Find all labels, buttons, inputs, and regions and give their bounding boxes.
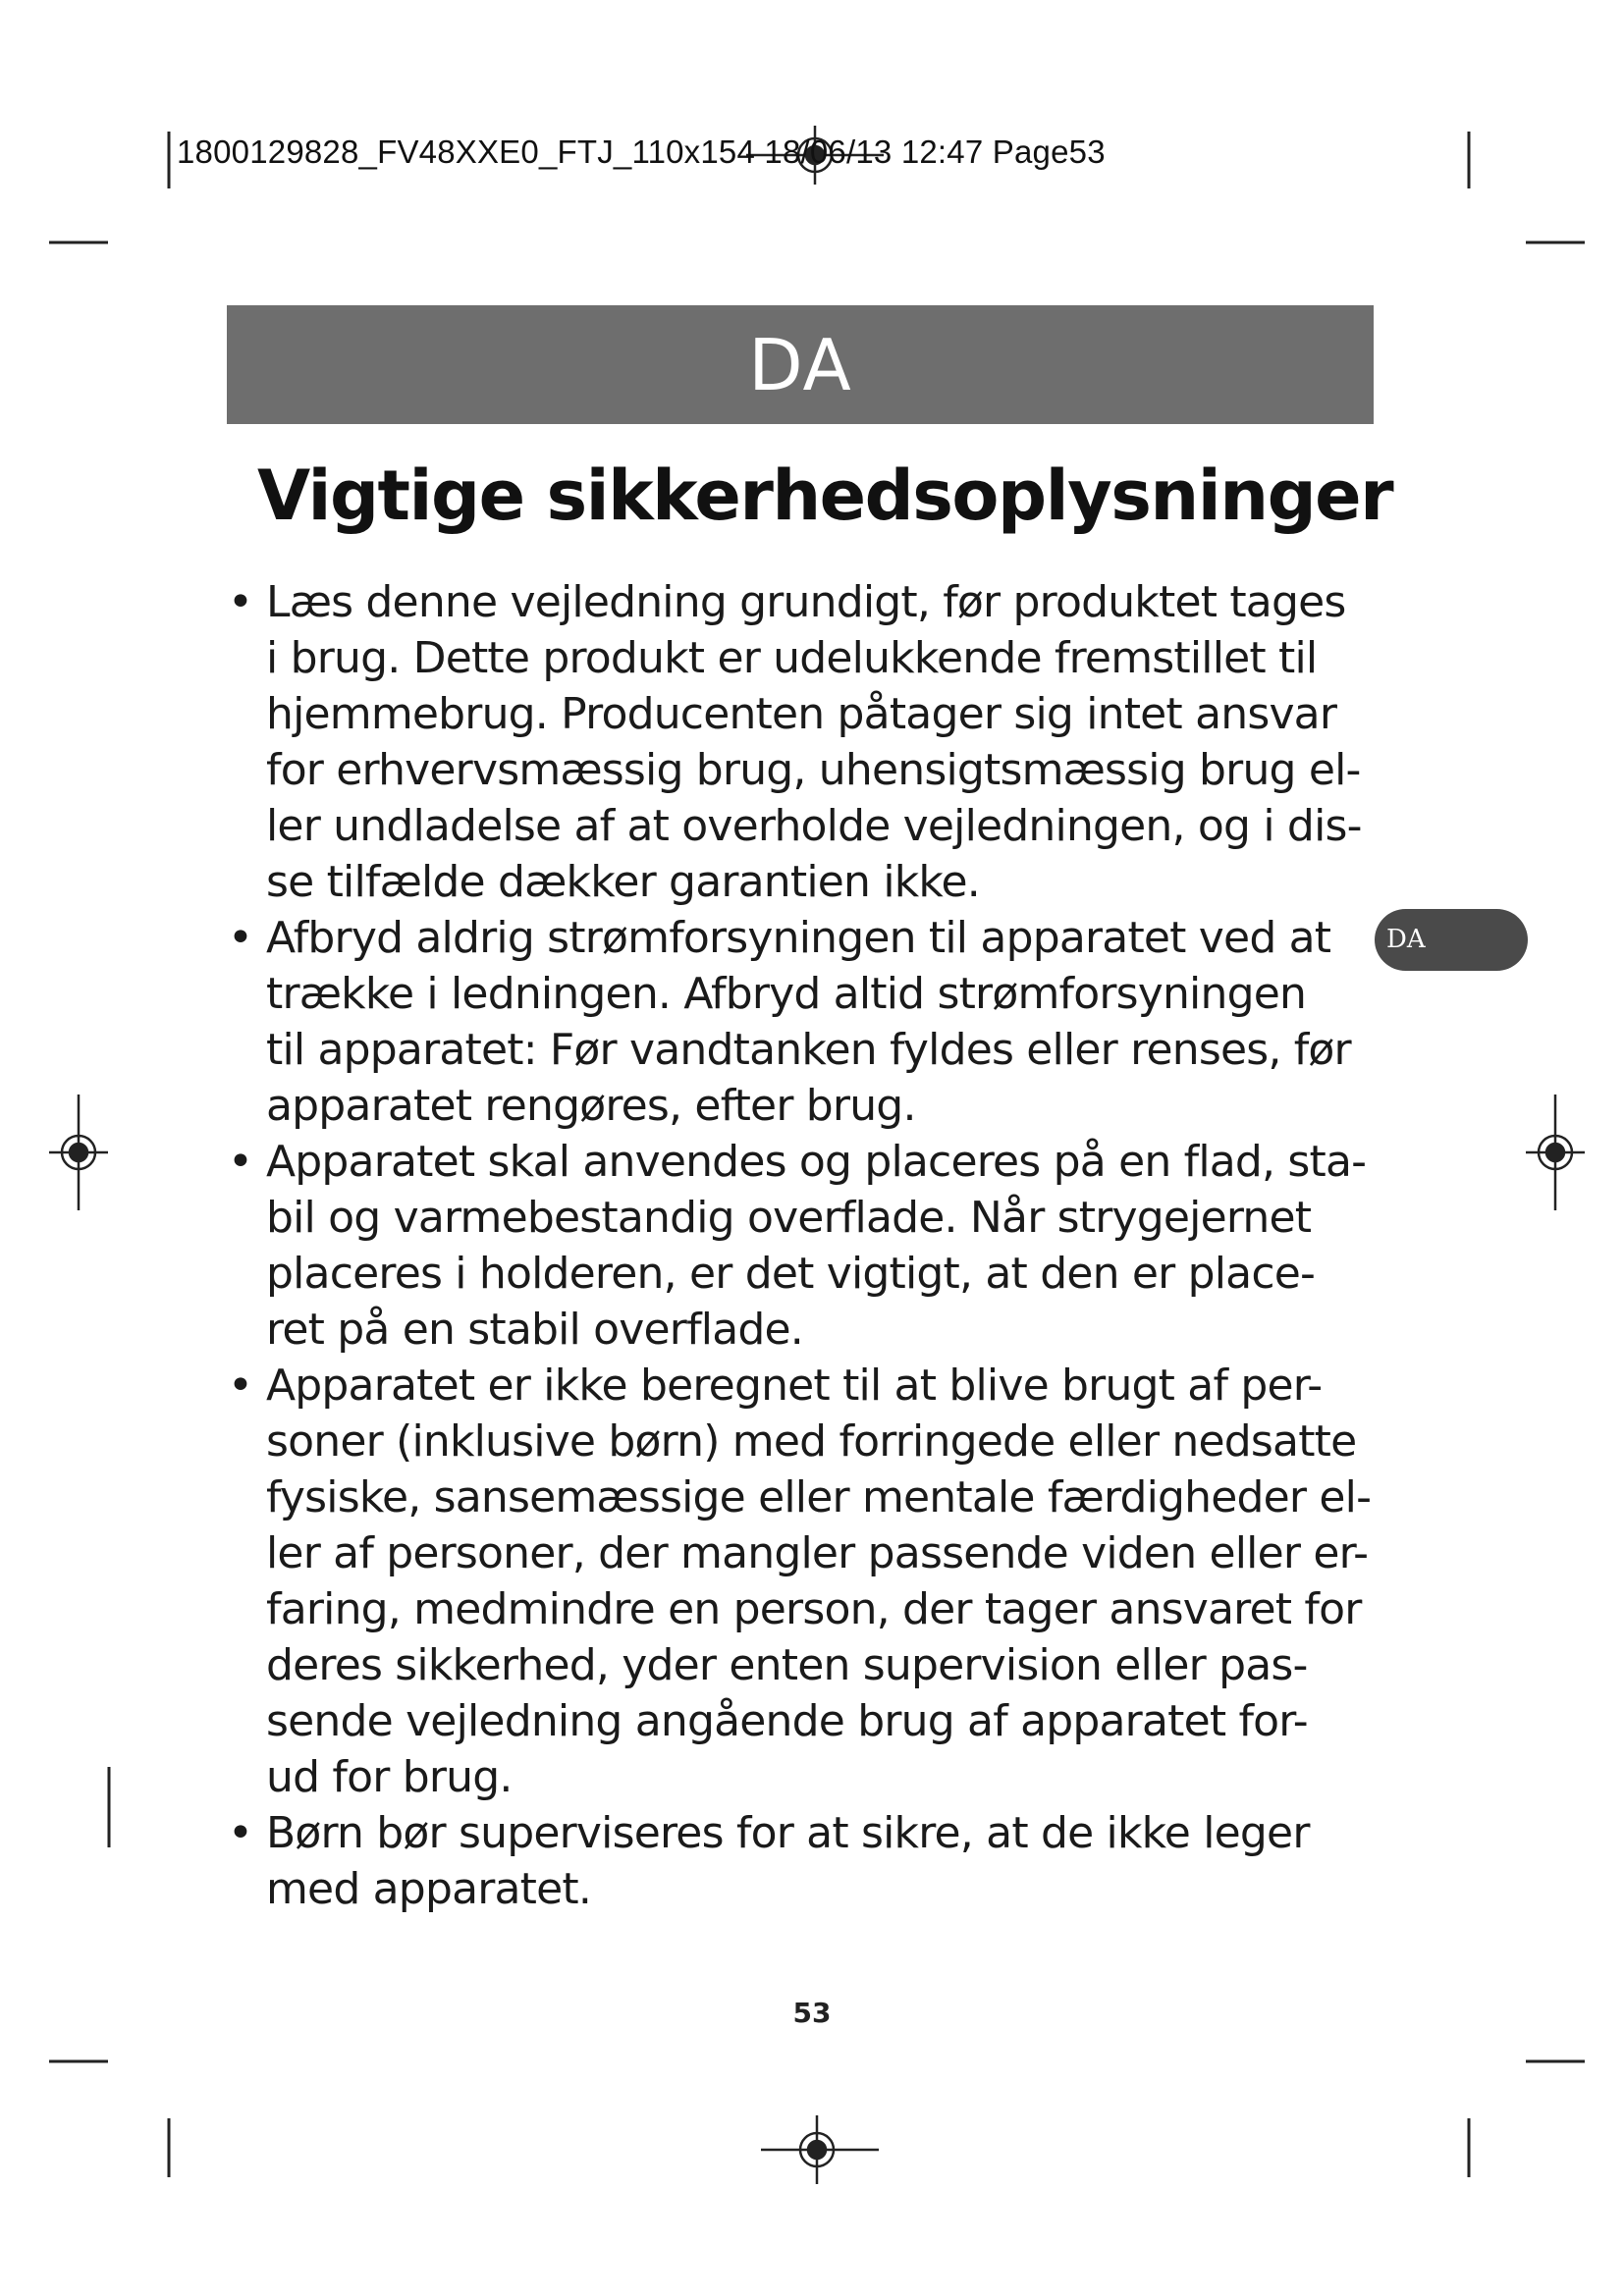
safety-item-line: ud for brug. xyxy=(266,1752,513,1802)
safety-item-line: med apparatet. xyxy=(266,1864,592,1914)
safety-item-line: trække i ledningen. Afbryd altid strømforsyningen xyxy=(266,969,1307,1019)
language-side-tab xyxy=(1375,909,1528,971)
safety-item-line: placeres i holderen, er det vigtigt, at den er place- xyxy=(266,1249,1316,1299)
safety-item-5 xyxy=(228,1805,1445,1917)
safety-item-line: faring, medmindre en person, der tager ansvaret for xyxy=(266,1584,1362,1634)
page-title: Vigtige sikkerhedsoplysninger xyxy=(257,455,1393,536)
safety-item-line: • Afbryd aldrig strømforsyningen til apparatet ved at xyxy=(266,913,1331,963)
safety-item-line: for erhvervsmæssig brug, uhensigtsmæssig brug el- xyxy=(266,745,1361,795)
safety-item-line: ler undladelse af at overholde vejledningen, og i dis- xyxy=(266,801,1362,851)
safety-item-line: se tilfælde dækker garantien ikke. xyxy=(266,857,980,907)
safety-item-line: hjemmebrug. Producenten påtager sig intet ansvar xyxy=(266,689,1337,739)
safety-item-4 xyxy=(228,1358,1445,1805)
safety-item-line: • Børn bør superviseres for at sikre, at de ikke leger xyxy=(266,1808,1310,1858)
language-side-tab-label: DA xyxy=(1386,925,1426,954)
safety-item-3 xyxy=(228,1134,1445,1358)
print-slug: 1800129828_FV48XXE0_FTJ_110x154 18/06/13 12:47 Page53 xyxy=(177,133,1106,170)
registration-mark-right xyxy=(1526,1095,1585,1210)
safety-item-line: i brug. Dette produkt er udelukkende fremstillet til xyxy=(266,633,1318,683)
safety-item-1 xyxy=(228,574,1445,910)
safety-item-2 xyxy=(228,910,1445,1134)
safety-item-line: apparatet rengøres, efter brug. xyxy=(266,1081,916,1131)
safety-item-line: ler af personer, der mangler passende viden eller er- xyxy=(266,1528,1369,1578)
safety-item-line: sende vejledning angående brug af apparatet for- xyxy=(266,1696,1308,1746)
safety-item-line: bil og varmebestandig overflade. Når strygejernet xyxy=(266,1193,1312,1243)
safety-item-line: ret på en stabil overflade. xyxy=(266,1305,803,1355)
safety-item-line: til apparatet: Før vandtanken fyldes eller renses, før xyxy=(266,1025,1351,1075)
safety-item-line: soner (inklusive børn) med forringede eller nedsatte xyxy=(266,1416,1357,1467)
safety-item-line: • Apparatet skal anvendes og placeres på en flad, sta- xyxy=(266,1137,1367,1187)
language-banner xyxy=(227,305,1374,424)
registration-mark-bottom xyxy=(761,2115,879,2184)
safety-item-line: • Apparatet er ikke beregnet til at blive brugt af per- xyxy=(266,1361,1323,1411)
registration-mark-left xyxy=(49,1095,108,1210)
safety-item-line: • Læs denne vejledning grundigt, før produktet tages xyxy=(266,577,1346,627)
safety-item-line: deres sikkerhed, yder enten supervision eller pas- xyxy=(266,1640,1308,1690)
page-number: 53 xyxy=(792,1997,832,2029)
safety-list xyxy=(228,574,1445,1917)
safety-item-line: fysiske, sansemæssige eller mentale færdigheder el- xyxy=(266,1472,1372,1522)
language-banner-label: DA xyxy=(748,323,852,406)
